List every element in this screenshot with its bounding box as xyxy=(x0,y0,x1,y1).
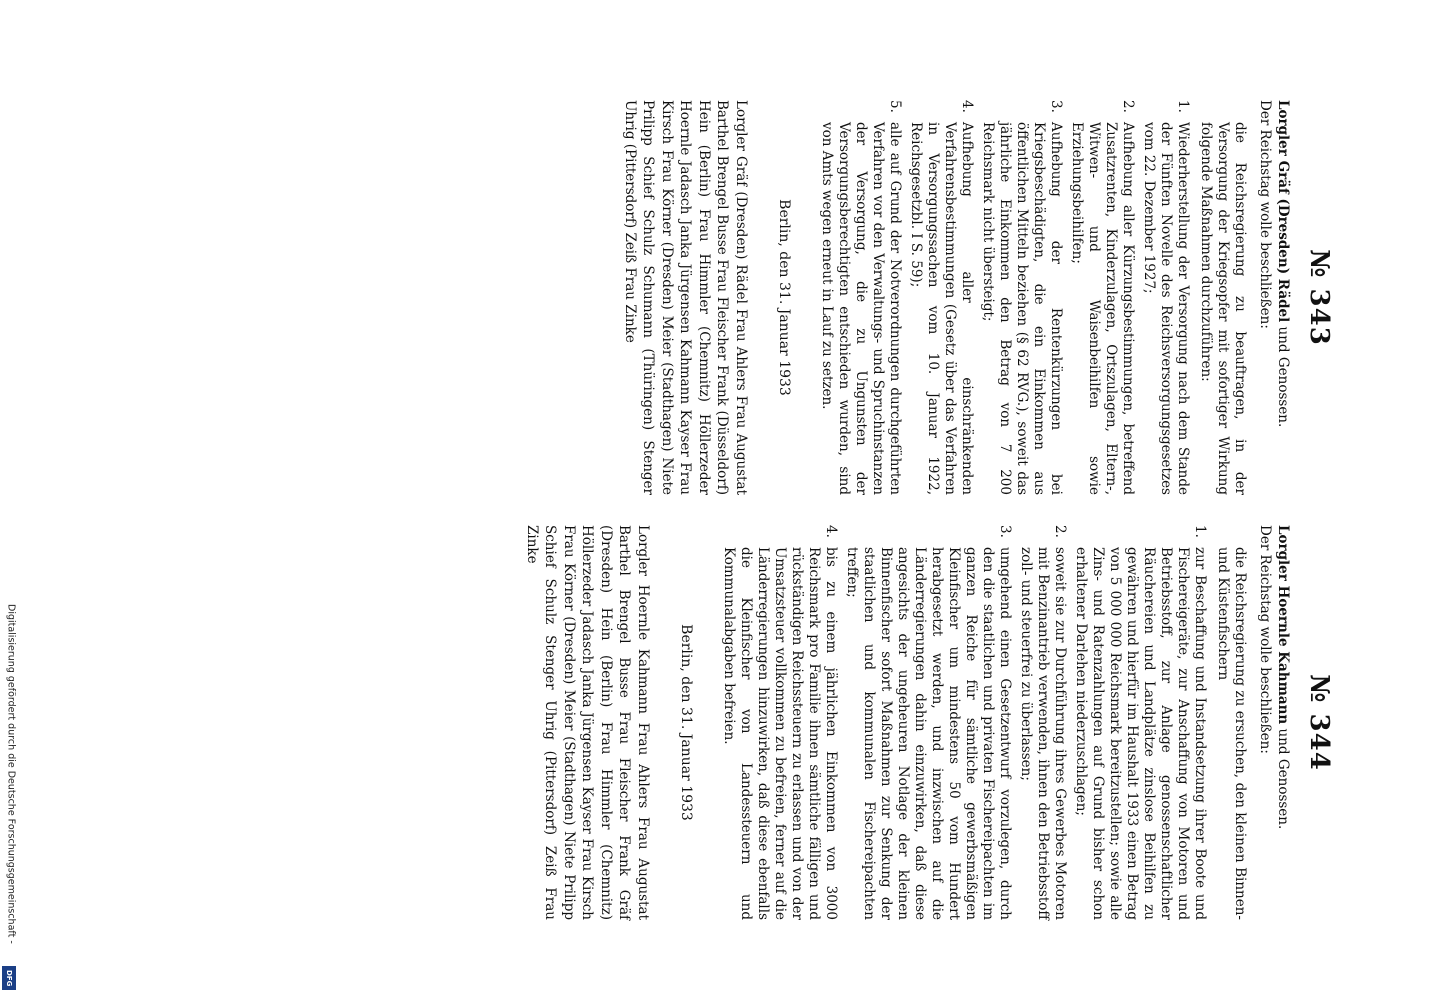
list-item xyxy=(720,525,839,920)
item-text: soweit sie zur Durchführung ihres Gewerbes Motoren mit Benzinantrieb verwenden, ihnen den Betriebsstoff zoll- und steuerfrei zu überlassen; xyxy=(1018,547,1068,920)
sponsors-line xyxy=(1274,100,1292,495)
item-number: 4. xyxy=(823,525,839,538)
list-item xyxy=(1017,525,1068,920)
list-item xyxy=(1072,525,1208,920)
list-item xyxy=(979,100,1064,495)
motion-343 xyxy=(621,100,1341,495)
list-item xyxy=(843,525,1013,920)
digitisation-note xyxy=(0,0,22,1000)
intro-text: die Reichsregierung zu beauftragen, in der Versorgung der Kriegsopfer mit sofortiger Wirkung folgende Maßnahmen durchzuführen: xyxy=(1198,122,1248,495)
document-number: № 344 xyxy=(1304,674,1334,771)
funding-notice: Digitalisierung gefördert durch die Deutsche Forschungsgemeinschaft - xyxy=(5,604,17,944)
sponsor-names: Lorgler Gräf (Dresden) Rädel xyxy=(1275,100,1291,323)
document-number: № 343 xyxy=(1304,249,1334,346)
item-text: Aufhebung aller Kürzungsbestimmungen, betreffend Zusatzrenten, Kinderzulagen, Ortszulagen, Eltern-, Witwen- und Waisenbeihilfen sowie Erziehungsbeihilfen; xyxy=(1069,122,1136,495)
list-item xyxy=(818,100,903,495)
item-number: 4. xyxy=(959,100,975,113)
sponsors-line xyxy=(1274,525,1292,920)
item-text: alle auf Grund der Notverordnungen durchgeführten Verfahren vor den Verwaltungs- und Spruchinstanzen der Versorgung, die zu Ungunsten der Versorgungsberechtigten entschieden wurden, sind von Amts wegen erneut in Lauf zu setzen. xyxy=(819,122,903,495)
item-number: 1. xyxy=(1175,100,1191,113)
place-date: Berlin, den 31. Januar 1933 xyxy=(678,624,694,821)
item-number: 2. xyxy=(1052,525,1068,538)
item-number: 2. xyxy=(1120,100,1136,113)
item-text: Wiederherstellung der Versorgung nach dem Stande der Fünften Novelle des Reichsversorgungsgesetzes vom 22. Dezember 1927; xyxy=(1141,122,1191,495)
document-page xyxy=(460,100,1340,920)
item-text: Aufhebung der Rentenkürzungen bei Kriegsbeschädigten, die ein Einkommen aus öffentlichen Mitteln beziehen (§ 62 RVG.), soweit das jährliche Einkommen den Betrag von 7 200 Reichsmark nicht übersteigt; xyxy=(980,122,1064,495)
demand-list xyxy=(818,100,1191,495)
list-item xyxy=(907,100,975,495)
sponsor-suffix: und Genossen. xyxy=(1275,326,1291,428)
item-number: 3. xyxy=(997,525,1013,538)
intro-text: die Reichsregierung zu ersuchen, den kleinen Binnen- und Küstenfischern xyxy=(1215,547,1248,920)
preamble: Der Reichstag wolle beschließen: xyxy=(1257,100,1273,329)
list-item xyxy=(1140,100,1191,495)
item-text: bis zu einem jährlichen Einkommen von 3000 Reichsmark pro Familie ihnen sämtliche fälligen und rückständigen Reichssteuern zu erlassen und von der Umsatzsteuer vollkommen zu befreien, ferner auf die Länderregierungen hinzuwirken, daß diese ebenfalls die Kleinfischer von Landessteuern und Kommunalabgaben befreien. xyxy=(721,547,839,920)
place-date: Berlin, den 31. Januar 1933 xyxy=(776,199,792,396)
item-text: umgehend einen Gesetzentwurf vorzulegen, durch den die staatlichen und privaten Fischereipachten im ganzen Reiche für sämtliche gewerbsmäßigen Kleinfischer um mindestens 50 vom Hundert herabgesetzt werden, und inzwischen auf die Länderregierungen dahin einzuwirken, daß diese angesichts der ungeheuren Notlage der kleinen Binnenfischer sofort Maßnahmen zur Senkung der staatlichen und kommunalen Fischereipachten treffen; xyxy=(844,547,1013,920)
sponsor-suffix: und Genossen. xyxy=(1275,728,1291,830)
preamble: Der Reichstag wolle beschließen: xyxy=(1257,525,1273,754)
item-number: 1. xyxy=(1192,525,1208,538)
item-number: 3. xyxy=(1048,100,1064,113)
list-item xyxy=(1068,100,1136,495)
signatories: Lorgler Gräf (Dresden) Rädel Frau Ahlers Frau Augustat Barthel Brengel Busse Frau Fleischer Frank (Düsseldorf) Hein (Berlin) Frau Himmler (Chemnitz) Höllerzeder Hoernle Jadasch Janka Jürgensen Kahmann Kayser Frau Kirsch Frau Körner (Dresden) Meier (Stadthagen) Niete Prilipp Schief Schulz Schumann (Thüringen) Stenger Uhrig (Pittersdorf) Zeiß Frau Zinke xyxy=(622,100,749,495)
signatories: Lorgler Hoernle Kahmann Frau Ahlers Frau Augustat Barthel Brengel Busse Frau Fleischer Frank Gräf (Dresden) Hein (Berlin) Frau Himmler (Chemnitz) Höllerzeder Jadasch Janka Jürgensen Kayser Frau Kirsch Frau Körner (Dresden) Meier (Stadthagen) Niete Prilipp Schief Schulz Stenger Uhrig (Pittersdorf) Zeiß Frau Zinke xyxy=(524,525,651,920)
demand-list xyxy=(720,525,1208,920)
item-text: Aufhebung aller einschränkenden Verfahrensbestimmungen (Gesetz über das Verfahren in Versorgungssachen vom 10. Januar 1922, Reichsgesetzbl. I S. 59); xyxy=(908,122,975,495)
motion-344 xyxy=(523,525,1341,920)
sponsor-names: Lorgler Hoernle Kahmann xyxy=(1275,525,1291,725)
dfg-logo: DFG xyxy=(2,966,16,990)
item-text: zur Beschaffung und Instandsetzung ihrer Boote und Fischereigeräte, zur Anschaffung von Motoren und Betriebsstoff, zur Anlage genossenschaftlicher Räuchereien und Landplätze zinslose Beihilfen zu gewähren und hierfür im Haushalt 1933 einen Betrag von 5 000 000 Reichsmark bereitzustellen; sowie alle Zins- und Ratenzahlungen auf Grund bisher schon erhaltener Darlehen niederzuschlagen; xyxy=(1073,547,1208,920)
item-number: 5. xyxy=(887,100,903,113)
